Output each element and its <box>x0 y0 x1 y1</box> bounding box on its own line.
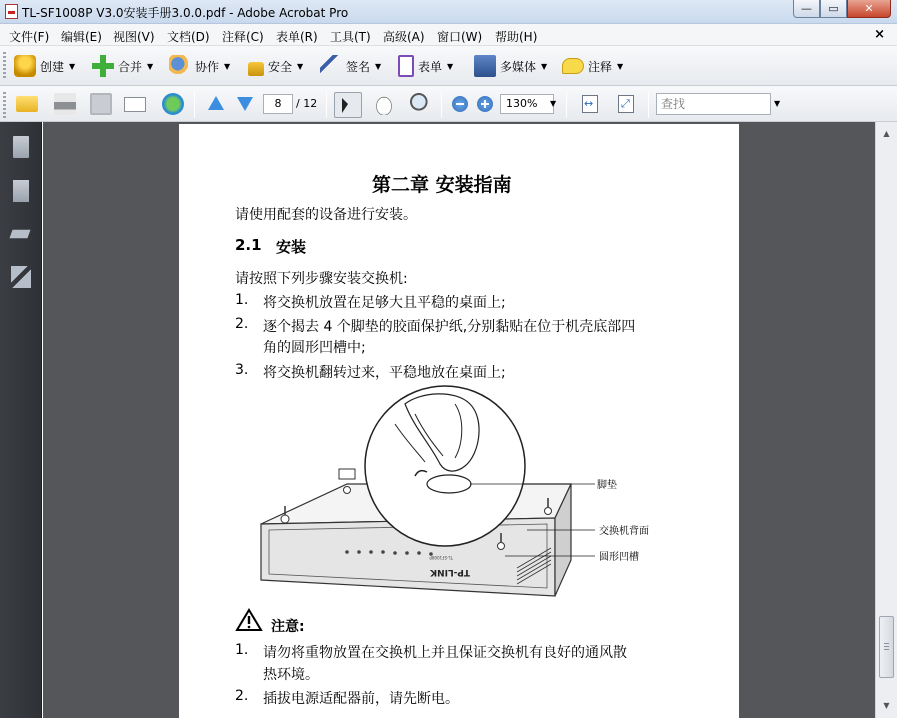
sign-label: 签名 <box>346 59 371 74</box>
scrollbar-thumb[interactable] <box>879 616 894 678</box>
chevron-down-icon: ▼ <box>297 61 304 71</box>
forms-button[interactable] <box>398 54 453 78</box>
menu-view[interactable]: 视图(V) <box>113 30 155 44</box>
print-icon[interactable] <box>54 93 76 115</box>
menu-tools[interactable]: 工具(T) <box>330 30 371 44</box>
comment-label: 注释 <box>588 59 613 74</box>
foot-pad-label: 脚垫 <box>597 480 617 491</box>
menu-window[interactable]: 窗口(W) <box>437 30 483 44</box>
chevron-down-icon: ▼ <box>69 61 76 71</box>
comment-bubble-icon <box>562 58 584 74</box>
zoom-in-icon[interactable] <box>477 96 493 112</box>
minimize-button[interactable]: — <box>793 0 820 18</box>
chevron-down-icon: ▼ <box>541 61 548 71</box>
multimedia-icon <box>474 55 496 77</box>
menu-comment[interactable]: 注释(C) <box>222 30 264 44</box>
section-title: 安装 <box>276 238 307 256</box>
collaborate-button[interactable] <box>169 54 230 78</box>
step-text: 将交换机翻转过来，平稳地放在桌面上; <box>263 365 506 381</box>
navigation-toolbar <box>0 86 897 122</box>
pdf-page <box>179 124 739 718</box>
menu-advanced[interactable]: 高级(A) <box>383 30 425 44</box>
signatures-panel-icon[interactable] <box>11 266 31 288</box>
step-number: 1. <box>235 292 249 308</box>
document-view[interactable] <box>43 122 875 718</box>
bookmarks-panel-icon[interactable] <box>13 180 29 202</box>
menu-forms[interactable]: 表单(R) <box>276 30 318 44</box>
lock-icon <box>248 62 264 76</box>
close-document-button[interactable]: × <box>874 27 885 42</box>
scroll-up-arrow-icon[interactable]: ▲ <box>883 129 890 138</box>
round-groove-label: 圆形凹槽 <box>599 552 639 563</box>
save-icon[interactable] <box>90 93 112 115</box>
notice-text: 热环境。 <box>263 667 319 683</box>
sign-button[interactable] <box>320 54 381 78</box>
combine-label: 合并 <box>118 59 143 74</box>
chevron-down-icon: ▼ <box>617 61 624 71</box>
layers-panel-icon[interactable] <box>11 224 31 246</box>
warning-icon <box>235 608 263 632</box>
create-pdf-icon <box>14 55 36 77</box>
scroll-down-arrow-icon[interactable]: ▼ <box>883 701 890 710</box>
switch-back-label: 交换机背面 <box>599 526 649 537</box>
protective-paper <box>339 469 355 479</box>
marquee-zoom-icon[interactable] <box>410 93 432 115</box>
step-text: 将交换机放置在足够大且平稳的桌面上; <box>263 295 506 311</box>
chapter-title: 第二章 安装指南 <box>372 174 512 196</box>
chevron-down-icon: ▼ <box>447 61 454 71</box>
web-share-icon[interactable] <box>162 93 184 115</box>
select-tool-icon[interactable] <box>334 92 362 118</box>
secure-button[interactable] <box>248 54 303 78</box>
menu-file[interactable]: 文件(F) <box>9 30 50 44</box>
window-title: TL-SF1008P V3.0安装手册3.0.0.pdf - Adobe Acrobat Pro <box>22 6 349 20</box>
toolbar-grip[interactable] <box>3 92 6 118</box>
combine-icon <box>92 55 114 77</box>
step-number: 3. <box>235 362 249 378</box>
chevron-down-icon: ▼ <box>375 61 382 71</box>
menu-document[interactable]: 文档(D) <box>167 30 210 44</box>
menu-bar <box>0 24 897 46</box>
previous-page-icon[interactable] <box>207 95 225 113</box>
close-button[interactable]: ✕ <box>847 0 891 18</box>
pages-panel-icon[interactable] <box>13 136 29 158</box>
chevron-down-icon[interactable]: ▼ <box>550 99 557 108</box>
collaborate-label: 协作 <box>195 59 220 74</box>
next-page-icon[interactable] <box>236 95 254 113</box>
window-controls <box>793 0 891 18</box>
forms-label: 表单 <box>418 59 443 74</box>
section-number: 2.1 <box>235 236 262 254</box>
switch-installation-illustration <box>255 384 675 609</box>
pdf-file-icon <box>5 4 18 19</box>
form-icon <box>398 55 414 77</box>
combine-button[interactable] <box>92 54 153 78</box>
open-folder-icon[interactable] <box>16 96 38 112</box>
intro-text: 请使用配套的设备进行安装。 <box>235 207 417 223</box>
chevron-down-icon: ▼ <box>147 61 154 71</box>
toolbar-grip[interactable] <box>3 52 6 78</box>
steps-intro: 请按照下列步骤安装交换机: <box>235 271 408 287</box>
notice-text: 插拔电源适配器前，请先断电。 <box>263 691 459 707</box>
notice-text: 请勿将重物放置在交换机上并且保证交换机有良好的通风散 <box>263 645 627 661</box>
multimedia-label: 多媒体 <box>500 59 537 74</box>
menu-help[interactable]: 帮助(H) <box>495 30 538 44</box>
navigation-pane <box>0 122 42 718</box>
find-input[interactable]: 查找 <box>656 93 771 115</box>
fit-width-icon[interactable] <box>582 95 598 113</box>
page-total: / 12 <box>296 97 318 110</box>
foot-pad <box>427 475 471 493</box>
maximize-button[interactable]: ▭ <box>820 0 847 18</box>
secure-label: 安全 <box>268 59 293 74</box>
create-button[interactable] <box>14 54 75 78</box>
zoom-level-select[interactable]: 130% <box>500 94 554 114</box>
pen-icon <box>320 55 342 77</box>
zoom-out-icon[interactable] <box>452 96 468 112</box>
tasks-toolbar <box>0 46 897 86</box>
comment-button[interactable] <box>562 54 623 78</box>
chevron-down-icon[interactable]: ▼ <box>774 99 781 108</box>
menu-edit[interactable]: 编辑(E) <box>61 30 102 44</box>
collaborate-icon <box>169 55 191 77</box>
notice-number: 2. <box>235 688 249 704</box>
multimedia-button[interactable] <box>474 54 547 78</box>
model-label: TL-SF1008P <box>429 555 453 560</box>
step-text: 角的圆形凹槽中; <box>263 340 366 356</box>
create-label: 创建 <box>40 59 65 74</box>
step-number: 2. <box>235 316 249 332</box>
brand-logo: TP-LINK <box>430 567 470 577</box>
chevron-down-icon: ▼ <box>224 61 231 71</box>
page-number-input[interactable]: 8 <box>263 94 293 114</box>
vertical-scrollbar[interactable] <box>875 122 897 718</box>
step-text: 逐个揭去 4 个脚垫的胶面保护纸,分别黏贴在位于机壳底部四 <box>263 319 636 335</box>
email-icon[interactable] <box>124 97 146 112</box>
hand-tool-icon[interactable] <box>373 93 395 115</box>
notice-title: 注意: <box>271 619 305 635</box>
fit-page-icon[interactable] <box>618 95 634 113</box>
notice-number: 1. <box>235 642 249 658</box>
title-bar <box>0 0 897 24</box>
